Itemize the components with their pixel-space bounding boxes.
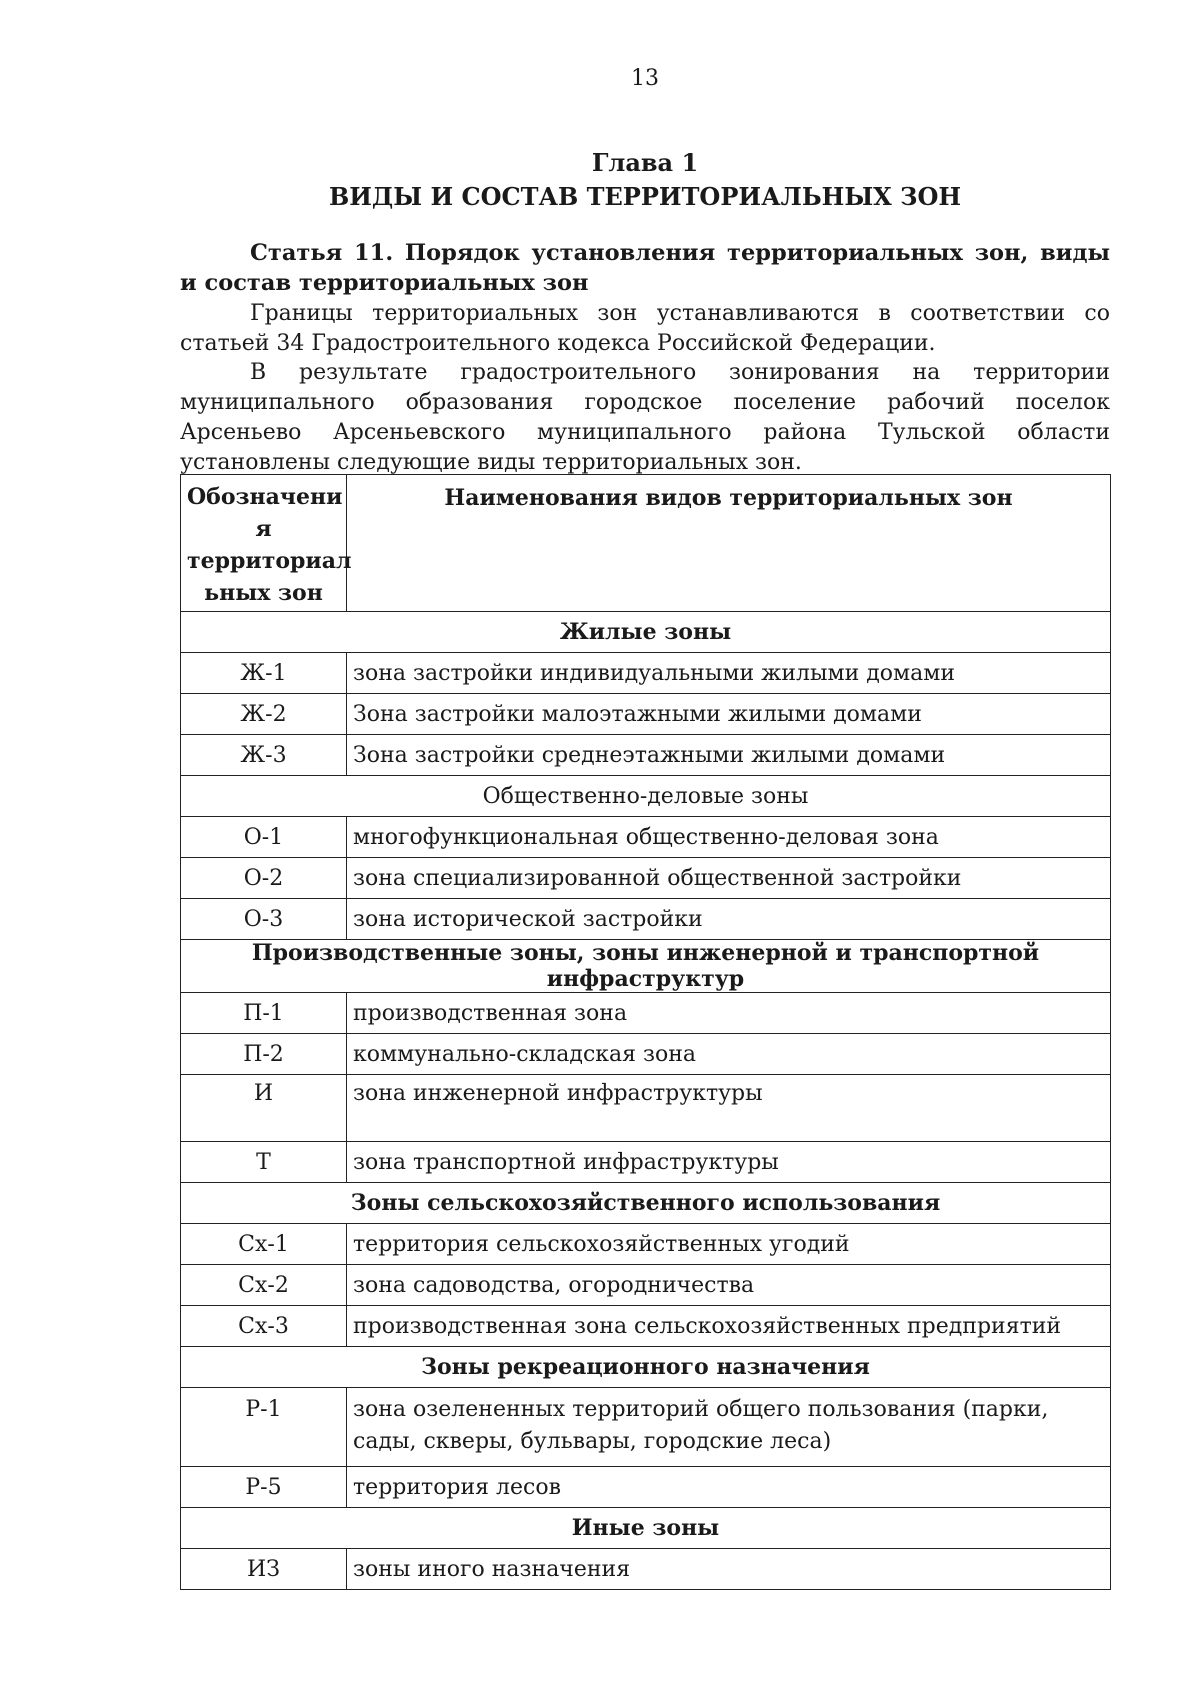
table-row bbox=[181, 899, 1111, 940]
zone-name: зона исторической застройки bbox=[347, 899, 1111, 940]
section-row bbox=[181, 1347, 1111, 1388]
section-title: Общественно-деловые зоны bbox=[181, 776, 1111, 817]
chapter-label: Глава 1 bbox=[591, 148, 699, 177]
zone-name: территория сельскохозяйственных угодий bbox=[347, 1224, 1111, 1265]
section-row bbox=[181, 1508, 1111, 1549]
zone-code: Р-1 bbox=[181, 1388, 347, 1467]
zone-code: Ж-1 bbox=[181, 653, 347, 694]
zone-code: Т bbox=[181, 1142, 347, 1183]
zone-name: зона транспортной инфраструктуры bbox=[347, 1142, 1111, 1183]
zone-name: многофункциональная общественно-деловая зона bbox=[347, 817, 1111, 858]
table-row bbox=[181, 1467, 1111, 1508]
zone-code: Ж-3 bbox=[181, 735, 347, 776]
table-row bbox=[181, 694, 1111, 735]
section-title: Иные зоны bbox=[181, 1508, 1111, 1549]
table-row bbox=[181, 1034, 1111, 1075]
table-row bbox=[181, 1224, 1111, 1265]
section-row bbox=[181, 612, 1111, 653]
zone-code: П-2 bbox=[181, 1034, 347, 1075]
table-row bbox=[181, 1306, 1111, 1347]
section-title: Зоны сельскохозяйственного использования bbox=[181, 1183, 1111, 1224]
zone-code: И bbox=[181, 1075, 347, 1142]
paragraph-boundaries: Границы территориальных зон устанавливаются в соответствии со статьей 34 Градостроительного кодекса Российской Федерации. bbox=[180, 301, 1110, 356]
zone-name: зона инженерной инфраструктуры bbox=[347, 1075, 1111, 1142]
zone-code: О-1 bbox=[181, 817, 347, 858]
paragraph-zoning-result: В результате градостроительного зонирования на территории муниципального образования городское поселение рабочий поселок Арсеньево Арсеньевского муниципального района Тульской области установлены следующие виды территориальных зон. bbox=[180, 360, 1110, 475]
table-row bbox=[181, 1142, 1111, 1183]
zone-code: П-1 bbox=[181, 993, 347, 1034]
article-title: Статья 11. Порядок установления территориальных зон, виды и состав территориальных зон bbox=[180, 240, 1110, 296]
zone-code: О-3 bbox=[181, 899, 347, 940]
zone-name: производственная зона сельскохозяйственных предприятий bbox=[347, 1306, 1111, 1347]
zones-table bbox=[180, 474, 1111, 1590]
zone-name: Зона застройки среднеэтажными жилыми домами bbox=[347, 735, 1111, 776]
table-row bbox=[181, 1388, 1111, 1467]
section-title: Зоны рекреационного назначения bbox=[181, 1347, 1111, 1388]
table-row bbox=[181, 653, 1111, 694]
zone-name: зона специализированной общественной застройки bbox=[347, 858, 1111, 899]
header-code: Обозначени я территориал ьных зон bbox=[181, 475, 347, 612]
section-row bbox=[181, 940, 1111, 993]
section-title: Жилые зоны bbox=[181, 612, 1111, 653]
page-number: 13 bbox=[631, 66, 659, 91]
zone-name: зона озелененных территорий общего пользования (парки, сады, скверы, бульвары, городские леса) bbox=[347, 1388, 1111, 1467]
table-row bbox=[181, 1075, 1111, 1142]
table-row bbox=[181, 993, 1111, 1034]
section-row bbox=[181, 1183, 1111, 1224]
chapter-title: ВИДЫ И СОСТАВ ТЕРРИТОРИАЛЬНЫХ ЗОН bbox=[328, 182, 962, 211]
zone-code: Сх-3 bbox=[181, 1306, 347, 1347]
zone-name: коммунально-складская зона bbox=[347, 1034, 1111, 1075]
table-row bbox=[181, 817, 1111, 858]
zone-code: Ж-2 bbox=[181, 694, 347, 735]
zone-code: Сх-2 bbox=[181, 1265, 347, 1306]
table-row bbox=[181, 735, 1111, 776]
table-header-row bbox=[181, 475, 1111, 612]
table-row bbox=[181, 858, 1111, 899]
zone-name: зоны иного назначения bbox=[347, 1549, 1111, 1590]
zone-code: ИЗ bbox=[181, 1549, 347, 1590]
zone-code: Сх-1 bbox=[181, 1224, 347, 1265]
chapter-heading bbox=[180, 146, 1110, 214]
section-row bbox=[181, 776, 1111, 817]
header-name: Наименования видов территориальных зон bbox=[347, 475, 1111, 612]
table-row bbox=[181, 1549, 1111, 1590]
zone-name: территория лесов bbox=[347, 1467, 1111, 1508]
table-row bbox=[181, 1265, 1111, 1306]
section-title: Производственные зоны, зоны инженерной и транспортной инфраструктур bbox=[181, 940, 1111, 993]
zone-code: О-2 bbox=[181, 858, 347, 899]
zone-code: Р-5 bbox=[181, 1467, 347, 1508]
zone-name: Зона застройки малоэтажными жилыми домами bbox=[347, 694, 1111, 735]
zone-name: производственная зона bbox=[347, 993, 1111, 1034]
zone-name: зона садоводства, огородничества bbox=[347, 1265, 1111, 1306]
zone-name: зона застройки индивидуальными жилыми домами bbox=[347, 653, 1111, 694]
